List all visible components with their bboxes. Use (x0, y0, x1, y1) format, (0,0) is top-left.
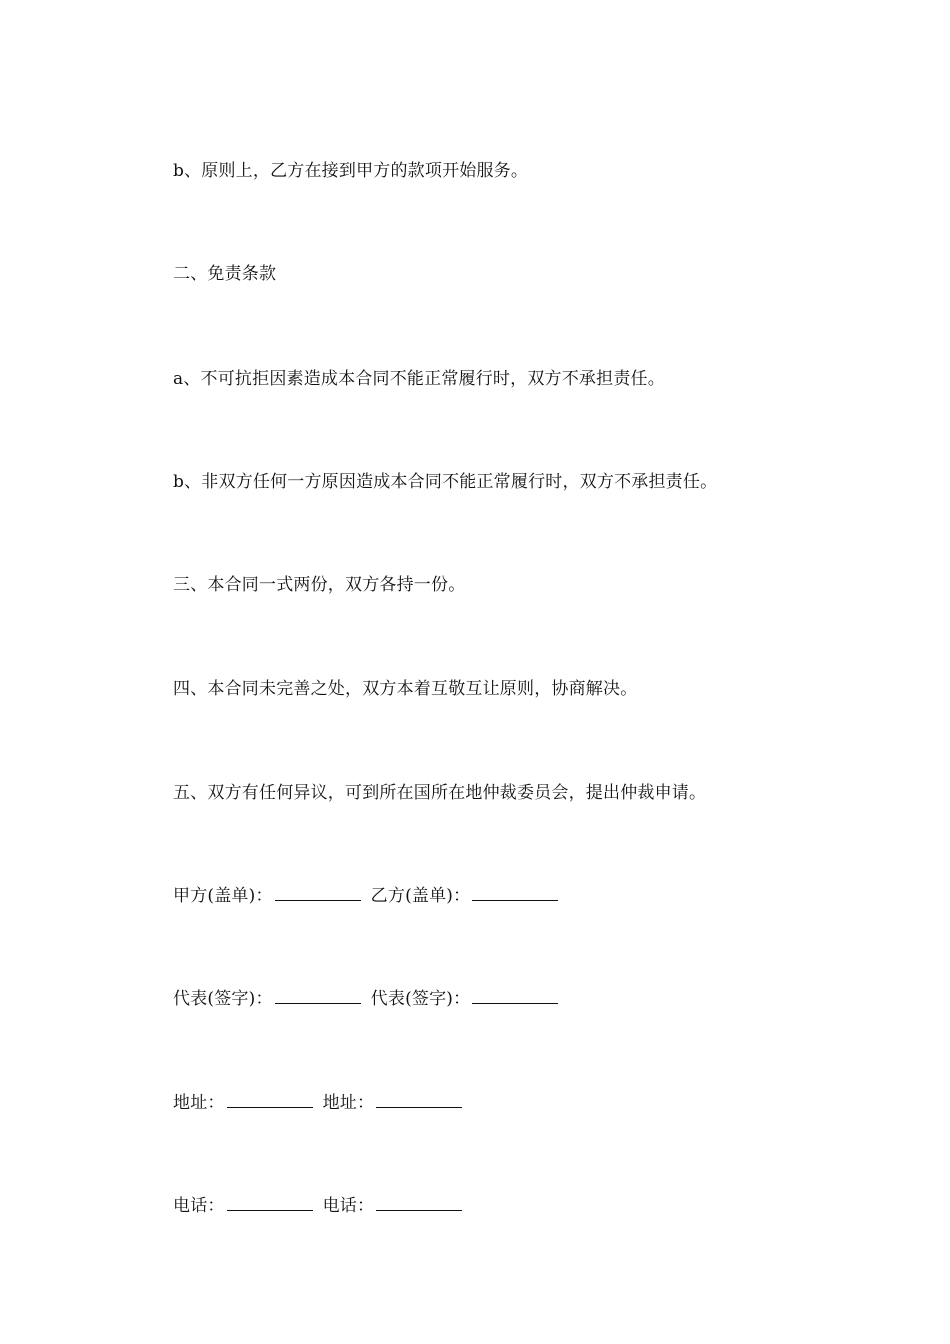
signature-row-phone (173, 1194, 472, 1218)
party-a-seal-label: 甲方(盖单)： (173, 886, 273, 906)
phone-b-label: 电话： (322, 1196, 375, 1216)
phone-a-blank[interactable] (227, 1196, 313, 1211)
address-b-blank[interactable] (376, 1093, 462, 1108)
signature-row-address (173, 1091, 472, 1115)
clause-b-third-party-cause: b、非双方任何一方原因造成本合同不能正常履行时，双方不承担责任。 (173, 472, 718, 492)
signature-row-representative (173, 987, 568, 1011)
rep-a-blank[interactable] (275, 989, 361, 1004)
signature-row-seal (173, 884, 568, 908)
party-b-seal-blank[interactable] (472, 886, 558, 901)
section-arbitration: 五、双方有任何异议，可到所在国所在地仲裁委员会，提出仲裁申请。 (173, 783, 707, 803)
rep-b-label: 代表(签字)： (370, 989, 471, 1009)
phone-a-label: 电话： (173, 1196, 225, 1216)
section-heading-disclaimer: 二、免责条款 (173, 264, 277, 284)
address-b-label: 地址： (322, 1093, 375, 1113)
party-a-seal-blank[interactable] (275, 886, 361, 901)
rep-b-blank[interactable] (472, 989, 558, 1004)
section-copies: 三、本合同一式两份，双方各持一份。 (173, 575, 466, 595)
clause-b-service-start: b、原则上，乙方在接到甲方的款项开始服务。 (173, 161, 529, 181)
section-unresolved-matters: 四、本合同未完善之处，双方本着互敬互让原则，协商解决。 (173, 679, 638, 699)
clause-a-force-majeure: a、不可抗拒因素造成本合同不能正常履行时，双方不承担责任。 (173, 369, 665, 389)
rep-a-label: 代表(签字)： (173, 989, 273, 1009)
phone-b-blank[interactable] (376, 1196, 462, 1211)
party-b-seal-label: 乙方(盖单)： (370, 886, 471, 906)
address-a-blank[interactable] (227, 1093, 313, 1108)
address-a-label: 地址： (173, 1093, 225, 1113)
